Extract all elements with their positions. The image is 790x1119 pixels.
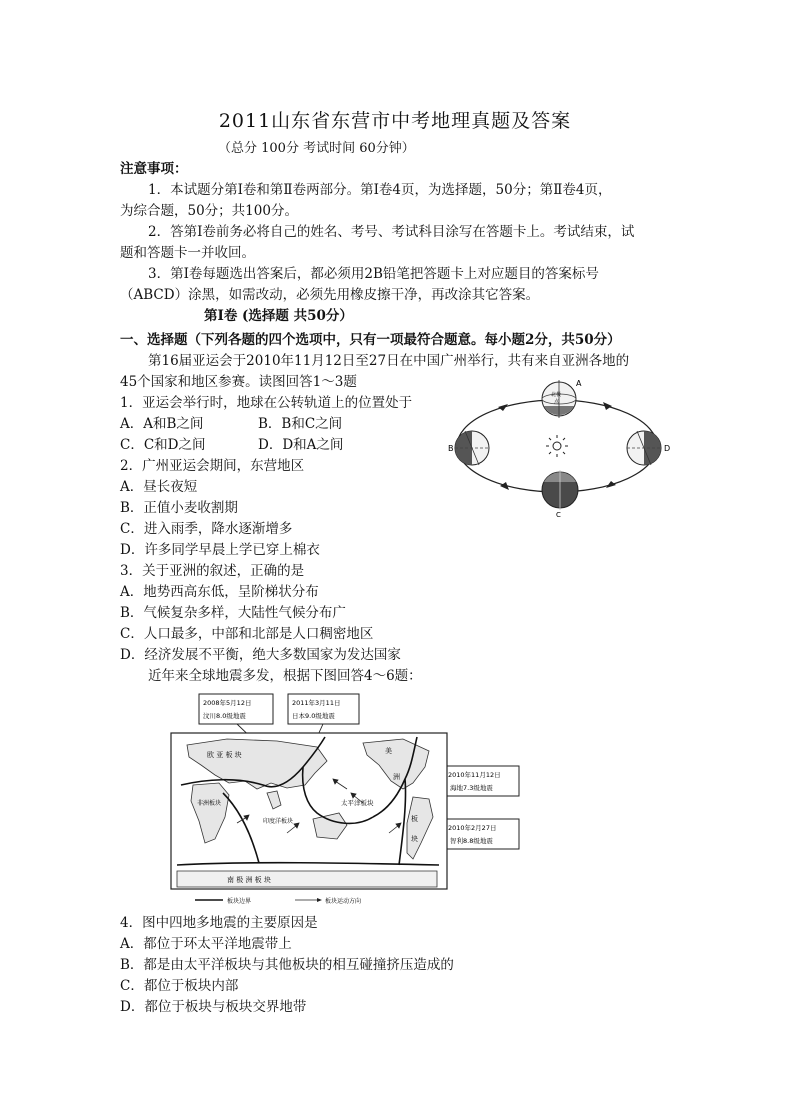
plate-label-indo: 印度洋板块 bbox=[263, 818, 294, 825]
a-caption-line-1: 北极 bbox=[551, 392, 562, 398]
orbit-label-a: A bbox=[576, 379, 582, 388]
q3-stem: 3．关于亚洲的叙述，正确的是 bbox=[120, 563, 305, 579]
orbit-label-c: C bbox=[556, 511, 561, 518]
plate-label-america-3: 板 bbox=[411, 815, 418, 823]
section1-heading: 一、选择题（下列各题的四个选项中，只有一项最符合题意。每小题2分，共50分） bbox=[120, 332, 621, 348]
notice-line-5: 3．第Ⅰ卷每题选出答案后，都必须用2B铅笔把答题卡上对应题目的答案标号 bbox=[148, 266, 599, 282]
legend-boundary-label: 板块边界 bbox=[227, 898, 252, 905]
plate-label-africa: 非洲板块 bbox=[197, 800, 222, 807]
callout-wenchuan-date: 2008年5月12日 bbox=[203, 699, 252, 707]
notice-line-2: 为综合题，50分；共100分。 bbox=[120, 203, 298, 219]
intro2: 近年来全球地震多发，根据下图回答4～6题： bbox=[148, 668, 422, 684]
antarctica-landmass bbox=[177, 871, 437, 887]
callout-chile bbox=[445, 819, 519, 849]
callout-japan-event: 日本9.0级地震 bbox=[292, 712, 335, 720]
part1-heading: 第Ⅰ卷 (选择题 共50分） bbox=[204, 308, 353, 324]
q3-option-b: B．气候复杂多样，大陆性气候分布广 bbox=[120, 605, 346, 621]
callout-haiti-event: 海地7.3级地震 bbox=[450, 784, 493, 792]
q4-option-d: D．都位于板块与板块交界地带 bbox=[120, 999, 307, 1015]
plate-label-pacific: 太平洋板块 bbox=[341, 799, 374, 807]
notice-line-6: （ABCD）涂黑，如需改动，必须先用橡皮擦干净，再改涂其它答案。 bbox=[120, 287, 540, 303]
plate-label-eurasia: 欧 亚 板 块 bbox=[207, 751, 242, 759]
page-title: 2011山东省东营市中考地理真题及答案 bbox=[218, 110, 572, 132]
callout-japan-date: 2011年3月11日 bbox=[292, 699, 341, 707]
earth-position-d bbox=[627, 431, 670, 465]
earth-orbit-diagram bbox=[440, 378, 675, 518]
callout-haiti bbox=[445, 766, 519, 796]
q2-option-a: A．昼长夜短 bbox=[120, 479, 198, 495]
q2-option-d: D．许多同学早晨上学已穿上棉衣 bbox=[120, 542, 320, 558]
q1-option-a: A．A和B之间 bbox=[120, 416, 204, 432]
q2-stem: 2．广州亚运会期间，东营地区 bbox=[120, 458, 305, 474]
intro1-line-2: 45个国家和地区参赛。读图回答1～3题 bbox=[120, 374, 357, 390]
a-caption-line-2: 点 bbox=[554, 399, 560, 405]
plate-label-america-4: 块 bbox=[411, 835, 418, 843]
plate-label-america-2: 洲 bbox=[393, 773, 400, 781]
earth-position-a bbox=[542, 379, 582, 418]
q1-stem: 1．亚运会举行时，地球在公转轨道上的位置处于 bbox=[120, 395, 413, 411]
callout-chile-date: 2010年2月27日 bbox=[448, 824, 497, 832]
page-subtitle: （总分 100分 考试时间 60分钟） bbox=[218, 141, 415, 156]
intro1-line-1: 第16届亚运会于2010年11月12日至27日在中国广州举行，共有来自亚洲各地的 bbox=[148, 353, 630, 369]
plate-earthquake-map bbox=[167, 693, 522, 908]
q3-option-a: A．地势西高东低，呈阶梯状分布 bbox=[120, 584, 319, 600]
orbit-label-d: D bbox=[664, 444, 671, 453]
q4-option-a: A．都位于环太平洋地震带上 bbox=[120, 936, 292, 952]
callout-japan bbox=[288, 694, 359, 724]
notice-heading: 注意事项： bbox=[120, 161, 188, 177]
callout-chile-event: 智利8.8级地震 bbox=[450, 837, 493, 845]
orbit-label-b: B bbox=[448, 444, 454, 453]
q1-option-c: C．C和D之间 bbox=[120, 437, 206, 453]
notice-line-4: 题和答题卡一并收回。 bbox=[120, 245, 255, 261]
earth-position-c bbox=[542, 470, 578, 518]
callout-wenchuan-event: 汶川8.0级地震 bbox=[203, 712, 246, 720]
callout-haiti-date: 2010年11月12日 bbox=[448, 771, 501, 779]
notice-line-3: 2．答第Ⅰ卷前务必将自己的姓名、考号、考试科目涂写在答题卡上。考试结束，试 bbox=[148, 224, 635, 240]
q1-option-b: B．B和C之间 bbox=[258, 416, 343, 432]
plate-label-antarctic: 南 极 洲 板 块 bbox=[227, 876, 271, 884]
notice-line-1: 1．本试题分第Ⅰ卷和第Ⅱ卷两部分。第Ⅰ卷4页，为选择题，50分；第Ⅱ卷4页， bbox=[148, 182, 612, 198]
plate-label-america-1: 美 bbox=[385, 747, 392, 755]
q4-option-b: B．都是由太平洋板块与其他板块的相互碰撞挤压造成的 bbox=[120, 957, 454, 973]
callout-wenchuan bbox=[199, 694, 273, 724]
sun-icon bbox=[546, 435, 568, 457]
q2-option-c: C．进入雨季，降水逐渐增多 bbox=[120, 521, 293, 537]
q3-option-c: C．人口最多，中部和北部是人口稠密地区 bbox=[120, 626, 374, 642]
q3-option-d: D．经济发展不平衡，绝大多数国家为发达国家 bbox=[120, 647, 401, 663]
q4-stem: 4．图中四地多地震的主要原因是 bbox=[120, 915, 318, 931]
q4-option-c: C．都位于板块内部 bbox=[120, 978, 239, 994]
q2-option-b: B．正值小麦收割期 bbox=[120, 500, 238, 516]
earth-position-b bbox=[448, 431, 489, 465]
q1-option-d: D．D和A之间 bbox=[258, 437, 344, 453]
legend-motion-label: 板块运动方向 bbox=[325, 898, 362, 905]
map-legend bbox=[195, 897, 361, 905]
